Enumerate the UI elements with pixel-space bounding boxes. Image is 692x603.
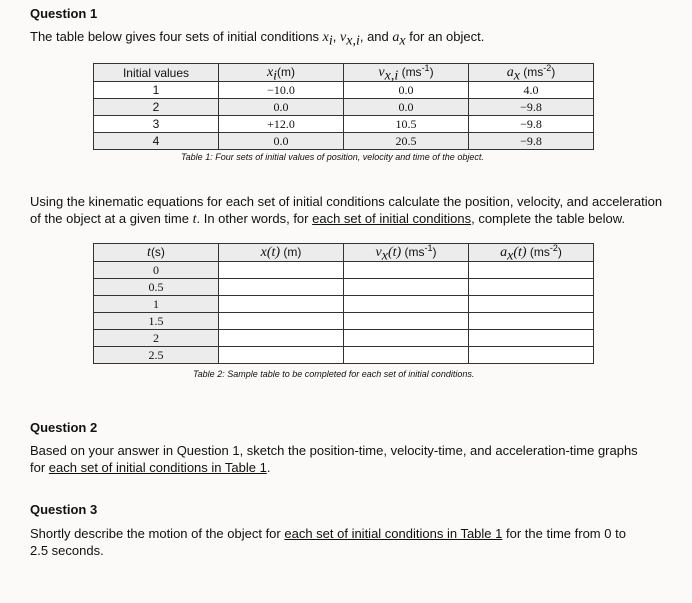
question-1-title: Question 1 — [30, 6, 98, 21]
table-row — [94, 99, 594, 116]
question-2-text-line-1: Based on your answer in Question 1, sketch the position-time, velocity-time, and acceleration-time graphs — [30, 443, 638, 458]
table-row — [94, 296, 594, 313]
table-1-cell: 0.0 — [219, 133, 344, 150]
question-1-instructions-line-1: Using the kinematic equations for each set of initial conditions calculate the position, velocity, and acceleration — [30, 194, 663, 209]
table-row — [94, 313, 594, 330]
table-2-caption: Table 2: Sample table to be completed for each set of initial conditions. — [193, 369, 475, 379]
table-1-header-position: $x_i(m)$ — [219, 64, 344, 82]
table-1-header-row — [94, 64, 594, 82]
question-3-title: Question 3 — [30, 502, 98, 517]
table-2-empty-cell — [469, 347, 594, 364]
question-3-text-line-2: 2.5 seconds. — [30, 543, 104, 558]
table-2-empty-cell — [344, 313, 469, 330]
table-2-time-cell: 0.5 — [94, 279, 219, 296]
question-2-title: Question 2 — [30, 420, 98, 435]
table-2-header-velocity: $v_x(t)$ $(ms^{-1})$ — [344, 244, 469, 262]
question-3-text-line-1: Shortly describe the motion of the object for each set of initial conditions in Table 1 for the time from 0 to — [30, 526, 626, 541]
table-1-cell: 4 — [94, 133, 219, 150]
table-2-empty-cell — [219, 347, 344, 364]
table-1 — [93, 63, 594, 150]
table-1-cell: −9.8 — [469, 116, 594, 133]
table-2-header-time: t(s) — [94, 244, 219, 262]
table-2-empty-cell — [219, 330, 344, 347]
table-1-cell: 10.5 — [344, 116, 469, 133]
table-row — [94, 133, 594, 150]
table-1-cell: 4.0 — [469, 82, 594, 99]
table-2-empty-cell — [219, 262, 344, 279]
table-2-empty-cell — [344, 347, 469, 364]
table-2-empty-cell — [469, 296, 594, 313]
table-2-time-cell: 1.5 — [94, 313, 219, 330]
table-row — [94, 279, 594, 296]
table-row — [94, 262, 594, 279]
table-1-cell: −9.8 — [469, 133, 594, 150]
table-1-header-initial-values: Initial values — [94, 64, 219, 82]
table-2-header-row — [94, 244, 594, 262]
table-1-cell: −9.8 — [469, 99, 594, 116]
table-2-empty-cell — [469, 330, 594, 347]
table-2 — [93, 243, 594, 364]
question-1-instructions-line-2: of the object at a given time t. In other words, for each set of initial conditions, complete the table below. — [30, 211, 626, 227]
table-2-empty-cell — [469, 313, 594, 330]
table-2-empty-cell — [344, 330, 469, 347]
table-row — [94, 116, 594, 133]
table-2-empty-cell — [219, 279, 344, 296]
table-2-empty-cell — [219, 296, 344, 313]
table-2-time-cell: 0 — [94, 262, 219, 279]
table-1-cell: 0.0 — [344, 99, 469, 116]
table-1-header-velocity: $v_{x,i}$ $(ms^{-1})$ — [344, 64, 469, 82]
table-row — [94, 82, 594, 99]
table-2-empty-cell — [469, 279, 594, 296]
table-1-cell: 1 — [94, 82, 219, 99]
table-row — [94, 347, 594, 364]
table-2-header-acceleration: $a_x(t)$ $(ms^{-2})$ — [469, 244, 594, 262]
table-1-cell: 2 — [94, 99, 219, 116]
table-2-empty-cell — [469, 262, 594, 279]
table-2-empty-cell — [344, 262, 469, 279]
table-1-cell: −10.0 — [219, 82, 344, 99]
table-1-header-acceleration: $a_x$ $(ms^{-2})$ — [469, 64, 594, 82]
table-1-cell: +12.0 — [219, 116, 344, 133]
table-2-time-cell: 2 — [94, 330, 219, 347]
table-2-time-cell: 1 — [94, 296, 219, 313]
table-1-caption: Table 1: Four sets of initial values of position, velocity and time of the object. — [181, 152, 484, 162]
table-2-empty-cell — [344, 279, 469, 296]
table-1-cell: 3 — [94, 116, 219, 133]
table-1-cell: 20.5 — [344, 133, 469, 150]
table-2-empty-cell — [344, 296, 469, 313]
table-1-cell: 0.0 — [344, 82, 469, 99]
table-1-cell: 0.0 — [219, 99, 344, 116]
table-2-time-cell: 2.5 — [94, 347, 219, 364]
table-2-empty-cell — [219, 313, 344, 330]
table-2-header-position: x(t) (m) — [219, 244, 344, 262]
table-row — [94, 330, 594, 347]
question-2-text-line-2: for each set of initial conditions in Table 1. — [30, 460, 271, 475]
question-1-intro: The table below gives four sets of initial conditions $x_i$, $v_{x,i}$, and $a_x$ for an object. — [30, 29, 485, 49]
